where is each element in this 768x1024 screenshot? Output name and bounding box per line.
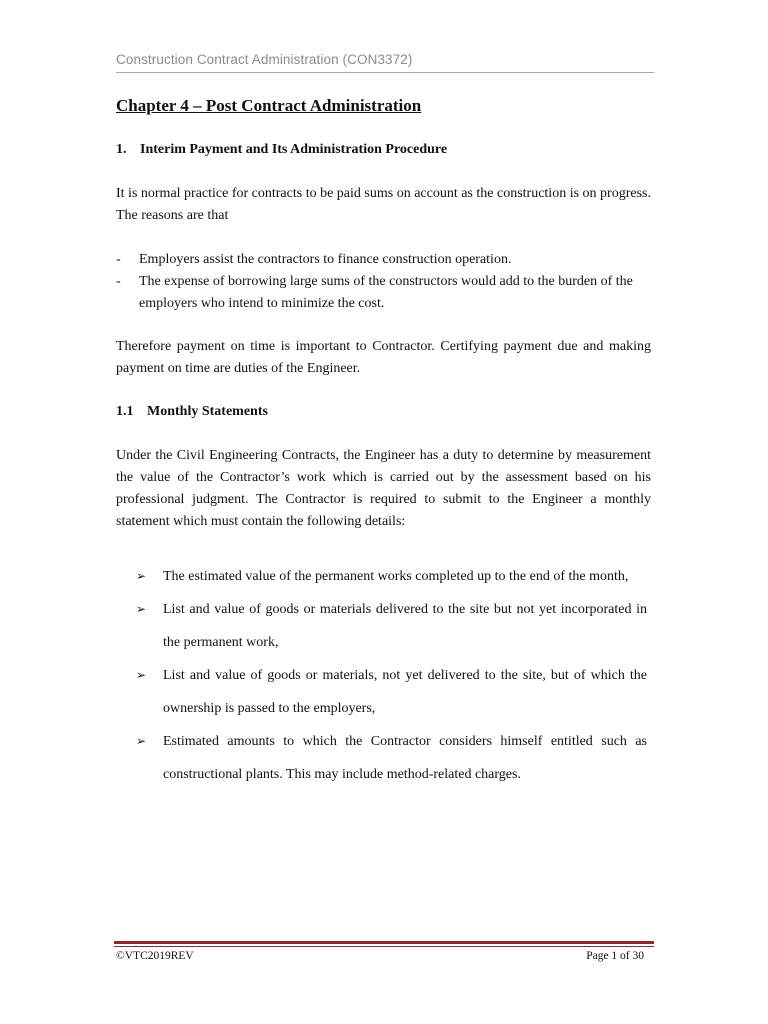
footer-copyright: ©VTC2019REV bbox=[116, 950, 194, 962]
list-item-text: The expense of borrowing large sums of the constructors would add to the burden of the employers who intend to minimize the cost. bbox=[139, 274, 633, 311]
running-header: Construction Contract Administration (CON3372) bbox=[116, 52, 413, 67]
list-item-text: List and value of goods or materials, not yet delivered to the site, but of which the ownership is passed to the employers, bbox=[163, 668, 647, 716]
list-item bbox=[116, 271, 651, 315]
arrow-bullet-icon: ➢ bbox=[136, 668, 147, 682]
list-item bbox=[136, 593, 647, 659]
monthly-statement-paragraph: Under the Civil Engineering Contracts, the Engineer has a duty to determine by measurement the value of the Contractor’s work which is carried out by the assessment based on his professional judgment. The Contractor is required to submit to the Engineer a monthly statement which must contain the following details: bbox=[116, 448, 651, 529]
subsection-number: 1.1 bbox=[116, 404, 134, 419]
list-item-text: Employers assist the contractors to finance construction operation. bbox=[139, 252, 512, 267]
list-item bbox=[116, 249, 651, 271]
reasons-list bbox=[116, 249, 651, 315]
section-title: Interim Payment and Its Administration Procedure bbox=[140, 142, 448, 157]
arrow-bullet-icon: ➢ bbox=[136, 602, 147, 616]
section-heading-1 bbox=[116, 142, 447, 158]
section-number: 1. bbox=[116, 142, 127, 157]
list-item-text: Estimated amounts to which the Contractor considers himself entitled such as constructional plants. This may include method-related charges. bbox=[163, 734, 647, 782]
statement-details-list bbox=[136, 560, 647, 791]
list-item bbox=[136, 725, 647, 791]
intro-paragraph: It is normal practice for contracts to be paid sums on account as the construction is on progress. The reasons are that bbox=[116, 186, 651, 223]
arrow-bullet-icon: ➢ bbox=[136, 734, 147, 748]
footer-divider-thin bbox=[114, 946, 654, 947]
page-number bbox=[586, 950, 644, 962]
subsection-title: Monthly Statements bbox=[147, 404, 268, 419]
page-number-label: Page 1 of 30 bbox=[586, 950, 644, 962]
list-item-text: The estimated value of the permanent works completed up to the end of the month, bbox=[163, 569, 629, 584]
list-item-text: List and value of goods or materials delivered to the site but not yet incorporated in the permanent work, bbox=[163, 602, 647, 650]
chapter-title: Chapter 4 – Post Contract Administration bbox=[116, 96, 422, 115]
dash-marker: - bbox=[116, 252, 121, 267]
list-item bbox=[136, 560, 647, 593]
list-item bbox=[136, 659, 647, 725]
header-divider bbox=[116, 72, 654, 73]
arrow-bullet-icon: ➢ bbox=[136, 569, 147, 583]
subsection-heading-1-1 bbox=[116, 404, 268, 420]
dash-marker: - bbox=[116, 274, 121, 289]
conclusion-paragraph: Therefore payment on time is important to Contractor. Certifying payment due and making payment on time are duties of the Engineer. bbox=[116, 339, 651, 376]
footer-divider-thick bbox=[114, 941, 654, 944]
